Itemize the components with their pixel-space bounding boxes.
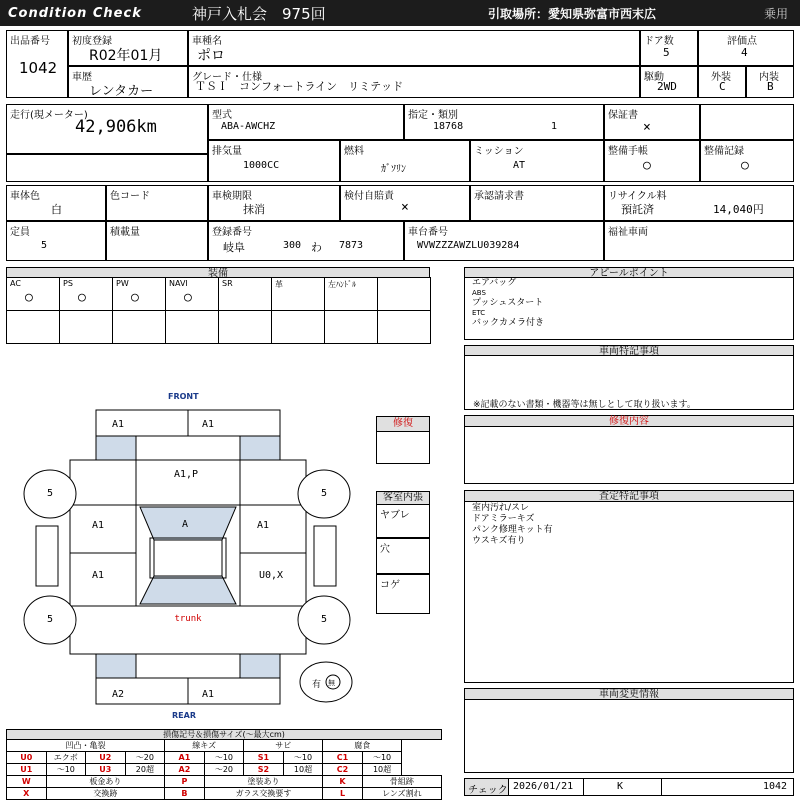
check-lot: 1042 [763,781,788,792]
equipment-label: 左ﾊﾝﾄﾞﾙ [328,280,356,289]
mark-rl-door: A1 [91,570,105,581]
fuel-label: 燃料 [344,146,364,157]
interior-item: 穴 [380,544,390,555]
doors-label: ドア数 [644,36,674,47]
pickup-location: 引取場所：愛知県弥富市西末広 [488,7,657,21]
mark-front-right: A1 [201,419,215,430]
claim-box [470,185,604,221]
class-value-2: 1 [551,121,558,132]
first-reg-value: R02年01月 [89,48,163,64]
warranty-value: × [643,120,651,135]
liability-value: × [401,200,409,215]
warranty-box [604,104,700,140]
assessment-line: 室内汚れ/スレ [472,503,530,513]
legend-desc: 10超 [283,764,323,776]
legend-grid [6,739,442,800]
int-box [746,66,794,98]
legend-desc: 板金あり [46,776,165,788]
capacity-value: 5 [41,240,48,251]
legend-code: U1 [7,764,47,776]
recycle-status: 預託済 [621,203,654,216]
warranty-label: 保証書 [608,110,638,121]
auction-name: 神戸入札会 975回 [192,5,326,23]
repair-box-title: 修復 [376,416,430,432]
plate-region: 岐阜 [223,241,245,254]
mark-roof: A [181,519,189,530]
plate-class: 300 [283,240,302,251]
appeal-line: バックカメラ付き [472,318,545,328]
equipment-mark: ○ [78,290,86,305]
legend-desc: 10超 [362,764,402,776]
ext-label: 外装 [711,72,731,83]
recycle-label: リサイクル料 [608,191,667,202]
legend-title: 損傷記号＆損傷サイズ(〜最大cm) [6,729,442,740]
drive-label: 駆動 [644,72,664,83]
class-value-1: 18768 [433,121,464,132]
equipment-label: AC [10,279,21,288]
spare-label: 有 [312,680,322,690]
special-note: ※記載のない書類・機器等は無しとして取り扱います。 [473,400,696,410]
mileage-label: 走行(現メーター) [10,110,88,121]
equipment-label: PS [63,279,73,288]
interior-title: 客室内張 [376,491,430,505]
legend-code: L [323,788,363,800]
legend-code: P [165,776,205,788]
legend-desc: ガラス交換要す [204,788,323,800]
appeal-line: ETC [472,309,486,317]
appeal-line: エアバッグ [472,278,517,288]
liability-label: 検付自賠責 [344,191,394,202]
welfare-box [604,221,794,261]
vin-value: WVWZZZAWZLU039284 [417,240,520,251]
vin-label: 車台番号 [408,227,448,238]
check-row [464,778,794,796]
appeal-line: ABS [472,289,486,297]
legend-code: K [323,776,363,788]
assessment-line: パンク修理キット有 [472,525,553,535]
int-label: 内装 [759,72,779,83]
appeal-box [464,277,794,340]
int-value: B [767,80,774,93]
manual-value: ○ [643,158,651,173]
color-value: 白 [51,203,62,216]
special-box [464,355,794,410]
front-label: FRONT [168,392,199,401]
manual-label: 整備手帳 [608,146,648,157]
recycle-amount: 14,040円 [713,203,764,216]
assessment-title: 査定特記事項 [464,490,794,502]
equipment-mark: ○ [131,290,139,305]
record-box [700,140,794,182]
legend-desc: エクボ [46,752,86,764]
assessment-line: ドアミラーキズ [472,514,535,524]
record-value: ○ [741,158,749,173]
legend-group: 凹凸・亀裂 [7,740,165,752]
color-label: 車体色 [10,191,40,202]
repair-panel [464,426,794,484]
legend-desc: レンズ割れ [362,788,441,800]
mark-rear-right: A1 [201,689,215,700]
colorcode-label: 色コード [110,191,150,202]
legend-code: X [7,788,47,800]
check-label: チェック [468,785,508,796]
equipment-label: SR [222,279,233,288]
interior-item: ヤブレ [380,510,410,521]
equipment-mark: ○ [184,290,192,305]
warranty-blank-box [700,104,794,140]
legend-desc: 骨組跡 [362,776,441,788]
disp-value: 1000CC [243,160,280,171]
check-inspector: K [617,781,624,792]
type-label: 型式 [212,110,232,121]
mark-front-left: A1 [111,419,125,430]
legend-code: B [165,788,205,800]
repair-panel-title: 修復内容 [464,415,794,427]
mission-box [470,140,604,182]
legend-desc: 交換跡 [46,788,165,800]
grade-label: グレード・仕様 [192,72,262,83]
equipment-label: NAVI [169,279,188,288]
score-label: 評価点 [727,36,757,47]
mission-value: AT [513,160,526,171]
score-value: 4 [741,46,748,59]
legend-code: U2 [86,752,126,764]
legend-code: U0 [7,752,47,764]
mark-rr-door: U0,X [258,570,284,581]
model-label: 車種名 [192,36,222,47]
tire-rear-left: 5 [46,614,54,625]
changes-box [464,699,794,773]
lot-label: 出品番号 [10,36,50,47]
legend-desc: 塗装あり [204,776,323,788]
score-box [698,30,794,66]
capacity-label: 定員 [10,227,30,238]
fuel-value: ｶﾞｿﾘﾝ [381,164,406,175]
drive-value: 2WD [657,80,677,93]
ext-box [698,66,746,98]
appeal-title: アピールポイント [464,267,794,278]
interior-item: コゲ [380,580,400,591]
record-label: 整備記録 [704,146,744,157]
manual-box [604,140,700,182]
plate-kana: わ [311,241,322,254]
tire-rear-right: 5 [320,614,328,625]
model-value: ポロ [197,48,225,64]
mark-hood: A1,P [173,469,199,480]
legend-code: A2 [165,764,205,776]
legend-desc: 〜10 [362,752,402,764]
claim-label: 承認請求書 [474,191,524,202]
header-title: Condition Check [8,6,142,21]
welfare-label: 福祉車両 [608,227,648,238]
load-label: 積載量 [110,227,140,238]
grade-value: ＴＳＩ コンフォートライン リミテッド [195,80,404,93]
check-date: 2026/01/21 [513,781,574,792]
check-label-cell [465,779,509,795]
assessment-line: ウスキズ有り [472,536,526,546]
changes-title: 車両変更情報 [464,688,794,700]
first-reg-label: 初度登録 [72,36,112,47]
type-value: ABA-AWCHZ [221,121,276,132]
legend-group: 腐食 [323,740,402,752]
mark-fr-door: A1 [256,520,270,531]
legend-desc: 〜20 [204,764,244,776]
equipment-title: 装備 [6,267,430,278]
mark-fl-door: A1 [91,520,105,531]
inspect-value: 抹消 [243,203,265,216]
appeal-line: プッシュスタート [472,298,544,308]
class-label: 指定・類別 [408,110,458,121]
legend-group: 線キズ [165,740,244,752]
vehicle-category: 乗用 [764,7,789,21]
legend-code: C2 [323,764,363,776]
legend-code: U3 [86,764,126,776]
legend-group: サビ [244,740,323,752]
lot-number: 1042 [19,59,58,77]
equipment-mark: ○ [25,290,33,305]
legend-code: S2 [244,764,284,776]
legend-desc: 〜10 [204,752,244,764]
legend-desc: 〜20 [125,752,165,764]
legend-code: S1 [244,752,284,764]
trunk-label: trunk [174,614,202,624]
plate-label: 登録番号 [212,227,252,238]
drive-box [640,66,698,98]
rear-label: REAR [172,711,196,720]
plate-number: 7873 [339,240,364,251]
doors-value: 5 [663,46,670,59]
doors-box [640,30,698,66]
tire-front-left: 5 [46,488,54,499]
legend-code: A1 [165,752,205,764]
legend-desc: 20超 [125,764,165,776]
special-title: 車両特記事項 [464,345,794,356]
mark-rear-left: A2 [111,689,125,700]
equipment-label: 革 [275,280,283,289]
recycle-box [604,185,794,221]
inspect-label: 車検期限 [212,191,252,202]
spare-mark: 無 [328,679,335,687]
disp-label: 排気量 [212,146,242,157]
legend-desc: 〜10 [283,752,323,764]
legend-desc: 〜10 [46,764,86,776]
legend-code: C1 [323,752,363,764]
assessment-box [464,501,794,683]
history-label: 車歴 [72,72,92,83]
ext-value: C [719,80,726,93]
legend-code: W [7,776,47,788]
history-value: レンタカー [89,84,154,99]
tire-front-right: 5 [320,488,328,499]
mission-label: ミッション [474,146,524,157]
mileage-value: 42,906km [75,117,157,137]
equipment-label: PW [116,279,129,288]
